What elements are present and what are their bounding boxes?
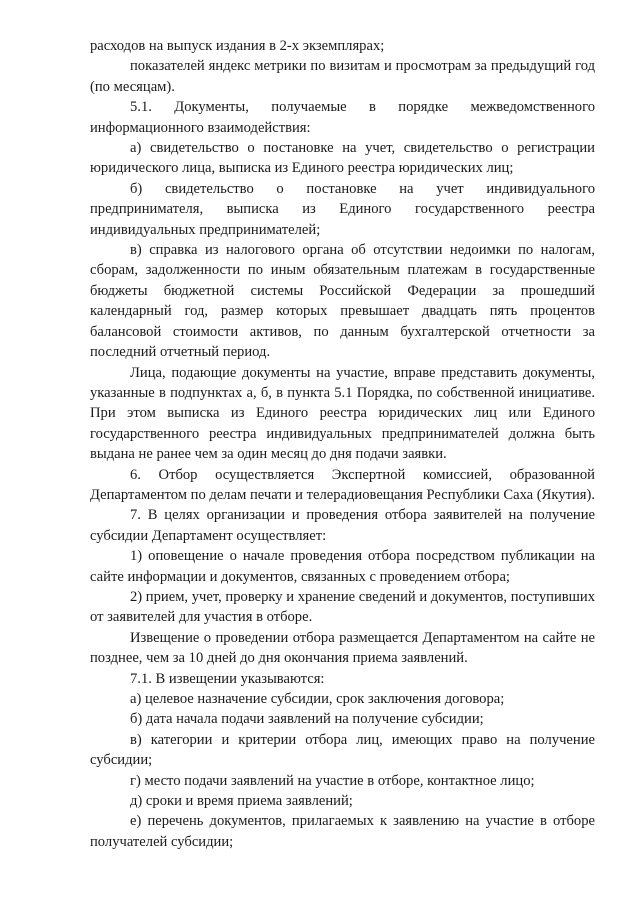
paragraph: Лица, подающие документы на участие, вправе представить документы, указанные в подпунктах а, б, в пункта 5.1 Порядка, по собственной инициативе. При этом выписка из Единого реестра юридических лиц или Единого государственного реестра индивидуальных предпринимателей должна быть выдана не ранее чем за один месяц до дня подачи заявки. [90,364,595,463]
paragraph: д) сроки и время приема заявлений; [130,793,353,810]
paragraph: показателей яндекс метрики по визитам и просмотрам за предыдущий год (по месяцам). [90,58,595,95]
paragraph: 2) прием, учет, проверку и хранение сведений и документов, поступивших от заявителей для участия в отборе. [90,588,595,626]
paragraph: Извещение о проведении отбора размещается Департаментом на сайте не позднее, чем за 10 дней до дня окончания приема заявлений. [90,629,595,667]
document-page [90,36,595,852]
paragraph: б) дата начала подачи заявлений на получение субсидии; [130,711,484,728]
paragraph: 5.1. Документы, получаемые в порядке межведомственного информационного взаимодействия: [90,99,595,136]
paragraph: г) место подачи заявлений на участие в отборе, контактное лицо; [130,772,535,789]
paragraph: 6. Отбор осуществляется Экспертной комиссией, образованной Департаментом по делам печати и телерадиовещания Республики Саха (Якутия). [90,466,595,503]
paragraph: 7.1. В извещении указываются: [130,670,325,687]
paragraph: б) свидетельство о постановке на учет индивидуального предпринимателя, выписка из Единого государственного реестра индивидуальных предпринимателей; [90,180,595,238]
paragraph: 1) оповещение о начале проведения отбора посредством публикации на сайте информации и документов, связанных с проведением отбора; [90,548,595,585]
paragraph: в) категории и критерии отбора лиц, имеющих право на получение субсидии; [90,731,595,769]
paragraph: а) целевое назначение субсидии, срок заключения договора; [130,691,505,707]
paragraph: а) свидетельство о постановке на учет, свидетельство о регистрации юридического лица, выписка из Единого реестра юридических лиц; [90,140,595,177]
paragraph: е) перечень документов, прилагаемых к заявлению на участие в отборе получателей субсидии; [90,813,595,850]
paragraph: в) справка из налогового органа об отсутствии недоимки по налогам, сборам, задолженности по иным обязательным платежам в государственные бюджеты бюджетной системы Российской Федерации за прошедший календарный год, размер которых превышает двадцать пять процентов балансовой стоимости активов, по данным бухгалтерской отчетности за последний отчетный период. [90,242,595,361]
paragraph: 7. В целях организации и проведения отбора заявителей на получение субсидии Департамент осуществляет: [90,507,595,544]
paragraph: расходов на выпуск издания в 2-х экземплярах; [90,38,385,54]
